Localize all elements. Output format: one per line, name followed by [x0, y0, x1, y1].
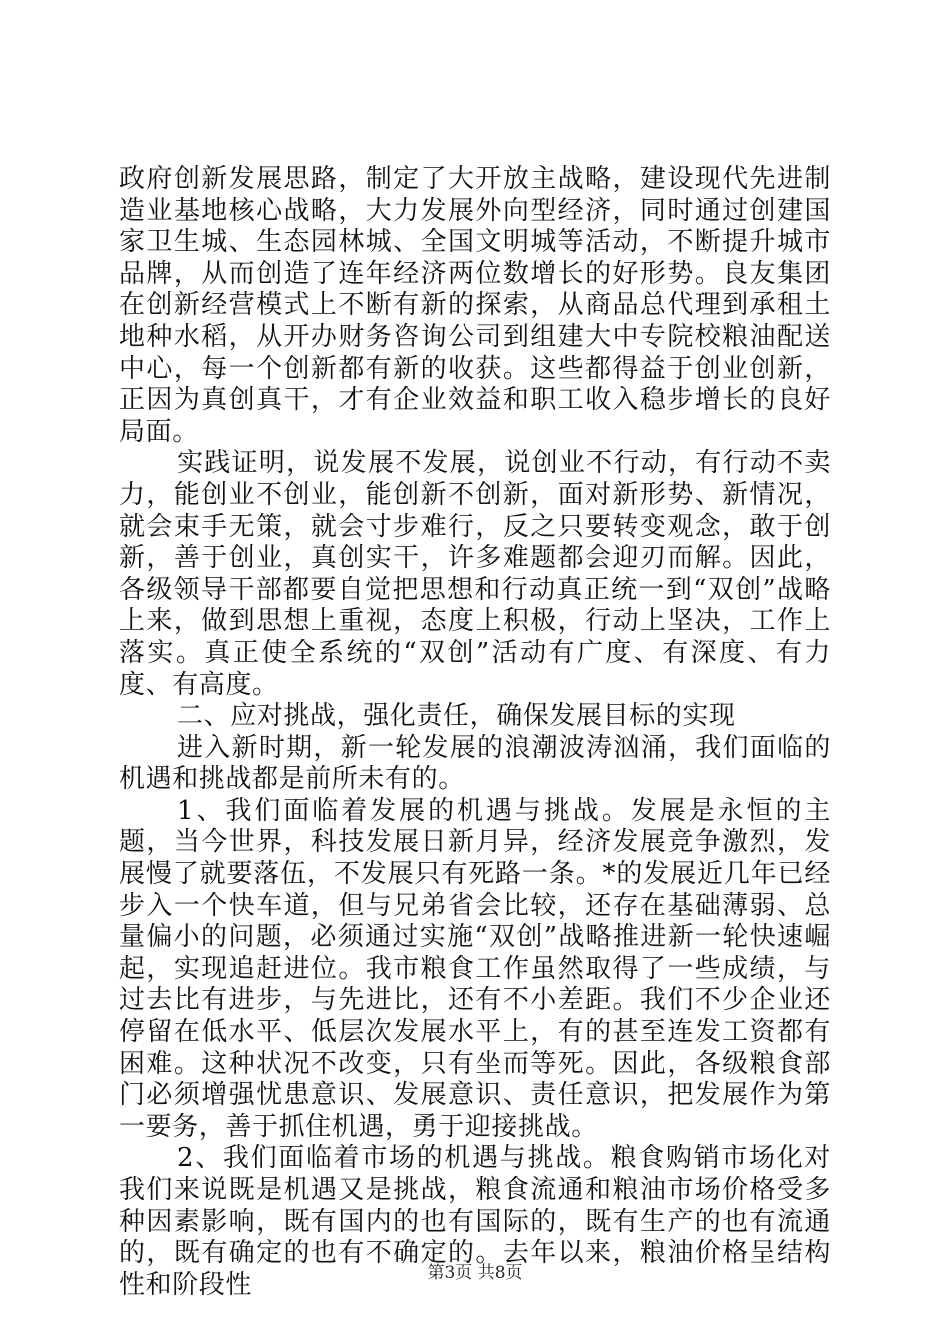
section-heading: 二、应对挑战，强化责任，确保发展目标的实现 [177, 701, 736, 732]
page-number-footer: 第3页 共8页 [427, 1263, 523, 1283]
paragraph-5: 2、我们面临着市场的机遇与挑战。粮食购销市场化对我们来说既是机遇又是挑战，粮食流通和粮油市场价格受多种因素影响，既有国内的也有国际的，既有生产的也有流通的，既有确定的也有不确定的。去年以来，粮油价格呈结构性和阶段性 [119, 1143, 831, 1300]
paragraph-4: 1、我们面临着发展的机遇与挑战。发展是永恒的主题，当今世界，科技发展日新月异，经济发展竞争激烈，发展慢了就要落伍，不发展只有死路一条。*的发展近几年已经步入一个快车道，但与兄弟省会比较，还存在基础薄弱、总量偏小的问题，必须通过实施“双创”战略推进新一轮快速崛起，实现追赶进位。我市粮食工作虽然取得了一些成绩，与过去比有进步，与先进比，还有不小差距。我们不少企业还停留在低水平、低层次发展水平上，有的甚至连发工资都有困难。这种状况不改变，只有坐而等死。因此，各级粮食部门必须增强忧患意识、发展意识、责任意识，把发展作为第一要务，善于抓住机遇，勇于迎接挑战。 [119, 795, 831, 1142]
paragraph-1: 政府创新发展思路，制定了大开放主战略，建设现代先进制造业基地核心战略，大力发展外向型经济，同时通过创建国家卫生城、生态园林城、全国文明城等活动，不断提升城市品牌，从而创造了连年经济两位数增长的好形势。良友集团在创新经营模式上不断有新的探索，从商品总代理到承租土地种水稻，从开办财务咨询公司到组建大中专院校粮油配送中心，每一个创新都有新的收获。这些都得益于创业创新，正因为真创真干，才有企业效益和职工收入稳步增长的良好局面。 [119, 164, 831, 447]
document-body [119, 164, 831, 1301]
paragraph-2: 实践证明，说发展不发展，说创业不行动，有行动不卖力，能创业不创业，能创新不创新，面对新形势、新情况，就会束手无策，就会寸步难行，反之只要转变观念，敢于创新，善于创业，真创实干，许多难题都会迎刃而解。因此，各级领导干部都要自觉把思想和行动真正统一到“双创”战略上来，做到思想上重视，态度上积极，行动上坚决，工作上落实。真正使全系统的“双创”活动有广度、有深度、有力度、有高度。 [119, 448, 831, 700]
paragraph-3: 进入新时期，新一轮发展的浪潮波涛汹涌，我们面临的机遇和挑战都是前所未有的。 [119, 732, 831, 795]
